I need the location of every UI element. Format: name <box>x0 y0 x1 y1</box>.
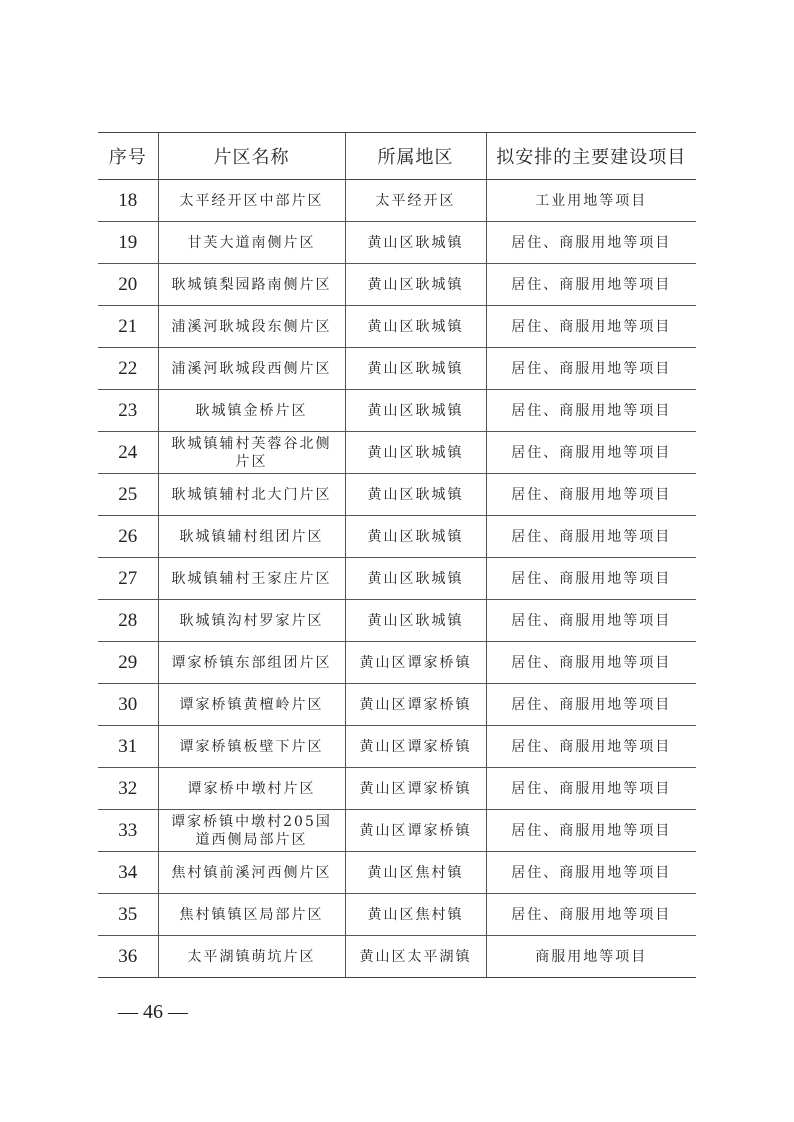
table-row <box>98 600 696 642</box>
region-cell: 黄山区谭家桥镇 <box>345 684 486 726</box>
region-cell: 黄山区耿城镇 <box>345 600 486 642</box>
area-name-cell: 太平经开区中部片区 <box>158 180 345 222</box>
project-cell: 居住、商服用地等项目 <box>486 600 696 642</box>
table-row <box>98 852 696 894</box>
project-cell: 居住、商服用地等项目 <box>486 306 696 348</box>
region-cell: 黄山区耿城镇 <box>345 264 486 306</box>
table-header <box>98 133 696 180</box>
region-cell: 黄山区耿城镇 <box>345 432 486 474</box>
area-name-cell: 谭家桥镇黄檀岭片区 <box>158 684 345 726</box>
table-body <box>98 180 696 978</box>
table-row <box>98 390 696 432</box>
area-name-cell: 耿城镇金桥片区 <box>158 390 345 432</box>
table-row <box>98 474 696 516</box>
page-number: — 46 — <box>118 1001 188 1023</box>
region-cell: 黄山区焦村镇 <box>345 852 486 894</box>
serial-number-cell: 36 <box>98 936 158 978</box>
region-cell: 黄山区谭家桥镇 <box>345 810 486 852</box>
region-cell: 黄山区焦村镇 <box>345 894 486 936</box>
area-name-cell: 浦溪河耿城段西侧片区 <box>158 348 345 390</box>
region-cell: 黄山区耿城镇 <box>345 348 486 390</box>
table-row <box>98 558 696 600</box>
serial-number-cell: 22 <box>98 348 158 390</box>
area-name-cell: 耿城镇辅村芙蓉谷北侧片区 <box>158 432 345 474</box>
project-cell: 居住、商服用地等项目 <box>486 432 696 474</box>
serial-number-cell: 21 <box>98 306 158 348</box>
header-area-name: 片区名称 <box>158 133 345 180</box>
serial-number-cell: 31 <box>98 726 158 768</box>
area-name-cell: 耿城镇梨园路南侧片区 <box>158 264 345 306</box>
area-name-cell: 焦村镇前溪河西侧片区 <box>158 852 345 894</box>
project-cell: 工业用地等项目 <box>486 180 696 222</box>
project-cell: 居住、商服用地等项目 <box>486 768 696 810</box>
table-row <box>98 642 696 684</box>
region-cell: 黄山区耿城镇 <box>345 474 486 516</box>
table-row <box>98 180 696 222</box>
project-cell: 居住、商服用地等项目 <box>486 642 696 684</box>
area-name-cell: 耿城镇辅村北大门片区 <box>158 474 345 516</box>
table-row <box>98 810 696 852</box>
project-cell: 居住、商服用地等项目 <box>486 894 696 936</box>
project-cell: 居住、商服用地等项目 <box>486 474 696 516</box>
serial-number-cell: 29 <box>98 642 158 684</box>
serial-number-cell: 28 <box>98 600 158 642</box>
area-name-cell: 焦村镇镇区局部片区 <box>158 894 345 936</box>
project-cell: 居住、商服用地等项目 <box>486 726 696 768</box>
region-cell: 黄山区耿城镇 <box>345 390 486 432</box>
table-row <box>98 306 696 348</box>
region-cell: 黄山区耿城镇 <box>345 516 486 558</box>
table-row <box>98 936 696 978</box>
region-cell: 黄山区太平湖镇 <box>345 936 486 978</box>
project-cell: 居住、商服用地等项目 <box>486 390 696 432</box>
area-name-cell: 耿城镇辅村王家庄片区 <box>158 558 345 600</box>
header-row <box>98 133 696 180</box>
region-cell: 黄山区谭家桥镇 <box>345 768 486 810</box>
table-row <box>98 684 696 726</box>
area-name-cell: 浦溪河耿城段东侧片区 <box>158 306 345 348</box>
serial-number-cell: 32 <box>98 768 158 810</box>
header-region: 所属地区 <box>345 133 486 180</box>
project-cell: 居住、商服用地等项目 <box>486 516 696 558</box>
serial-number-cell: 20 <box>98 264 158 306</box>
serial-number-cell: 33 <box>98 810 158 852</box>
area-name-cell: 谭家桥中墩村片区 <box>158 768 345 810</box>
area-name-cell: 太平湖镇萌坑片区 <box>158 936 345 978</box>
table-row <box>98 432 696 474</box>
area-name-cell: 甘芙大道南侧片区 <box>158 222 345 264</box>
serial-number-cell: 19 <box>98 222 158 264</box>
region-cell: 太平经开区 <box>345 180 486 222</box>
project-cell: 居住、商服用地等项目 <box>486 348 696 390</box>
table-row <box>98 516 696 558</box>
table-row <box>98 222 696 264</box>
project-cell: 居住、商服用地等项目 <box>486 684 696 726</box>
table-row <box>98 264 696 306</box>
serial-number-cell: 26 <box>98 516 158 558</box>
serial-number-cell: 18 <box>98 180 158 222</box>
project-cell: 居住、商服用地等项目 <box>486 810 696 852</box>
project-cell: 商服用地等项目 <box>486 936 696 978</box>
serial-number-cell: 24 <box>98 432 158 474</box>
project-table <box>98 132 696 978</box>
header-planned-project: 拟安排的主要建设项目 <box>486 133 696 180</box>
project-cell: 居住、商服用地等项目 <box>486 558 696 600</box>
project-cell: 居住、商服用地等项目 <box>486 852 696 894</box>
project-cell: 居住、商服用地等项目 <box>486 222 696 264</box>
table-row <box>98 726 696 768</box>
area-name-cell: 耿城镇辅村组团片区 <box>158 516 345 558</box>
region-cell: 黄山区耿城镇 <box>345 558 486 600</box>
area-name-cell: 耿城镇沟村罗家片区 <box>158 600 345 642</box>
serial-number-cell: 30 <box>98 684 158 726</box>
table-row <box>98 348 696 390</box>
serial-number-cell: 23 <box>98 390 158 432</box>
serial-number-cell: 25 <box>98 474 158 516</box>
serial-number-cell: 27 <box>98 558 158 600</box>
project-cell: 居住、商服用地等项目 <box>486 264 696 306</box>
serial-number-cell: 34 <box>98 852 158 894</box>
region-cell: 黄山区谭家桥镇 <box>345 642 486 684</box>
region-cell: 黄山区耿城镇 <box>345 222 486 264</box>
area-name-cell: 谭家桥镇板壁下片区 <box>158 726 345 768</box>
header-serial-number: 序号 <box>98 133 158 180</box>
area-name-cell: 谭家桥镇东部组团片区 <box>158 642 345 684</box>
region-cell: 黄山区耿城镇 <box>345 306 486 348</box>
area-name-cell: 谭家桥镇中墩村205国道西侧局部片区 <box>158 810 345 852</box>
serial-number-cell: 35 <box>98 894 158 936</box>
table-row <box>98 768 696 810</box>
table-row <box>98 894 696 936</box>
region-cell: 黄山区谭家桥镇 <box>345 726 486 768</box>
